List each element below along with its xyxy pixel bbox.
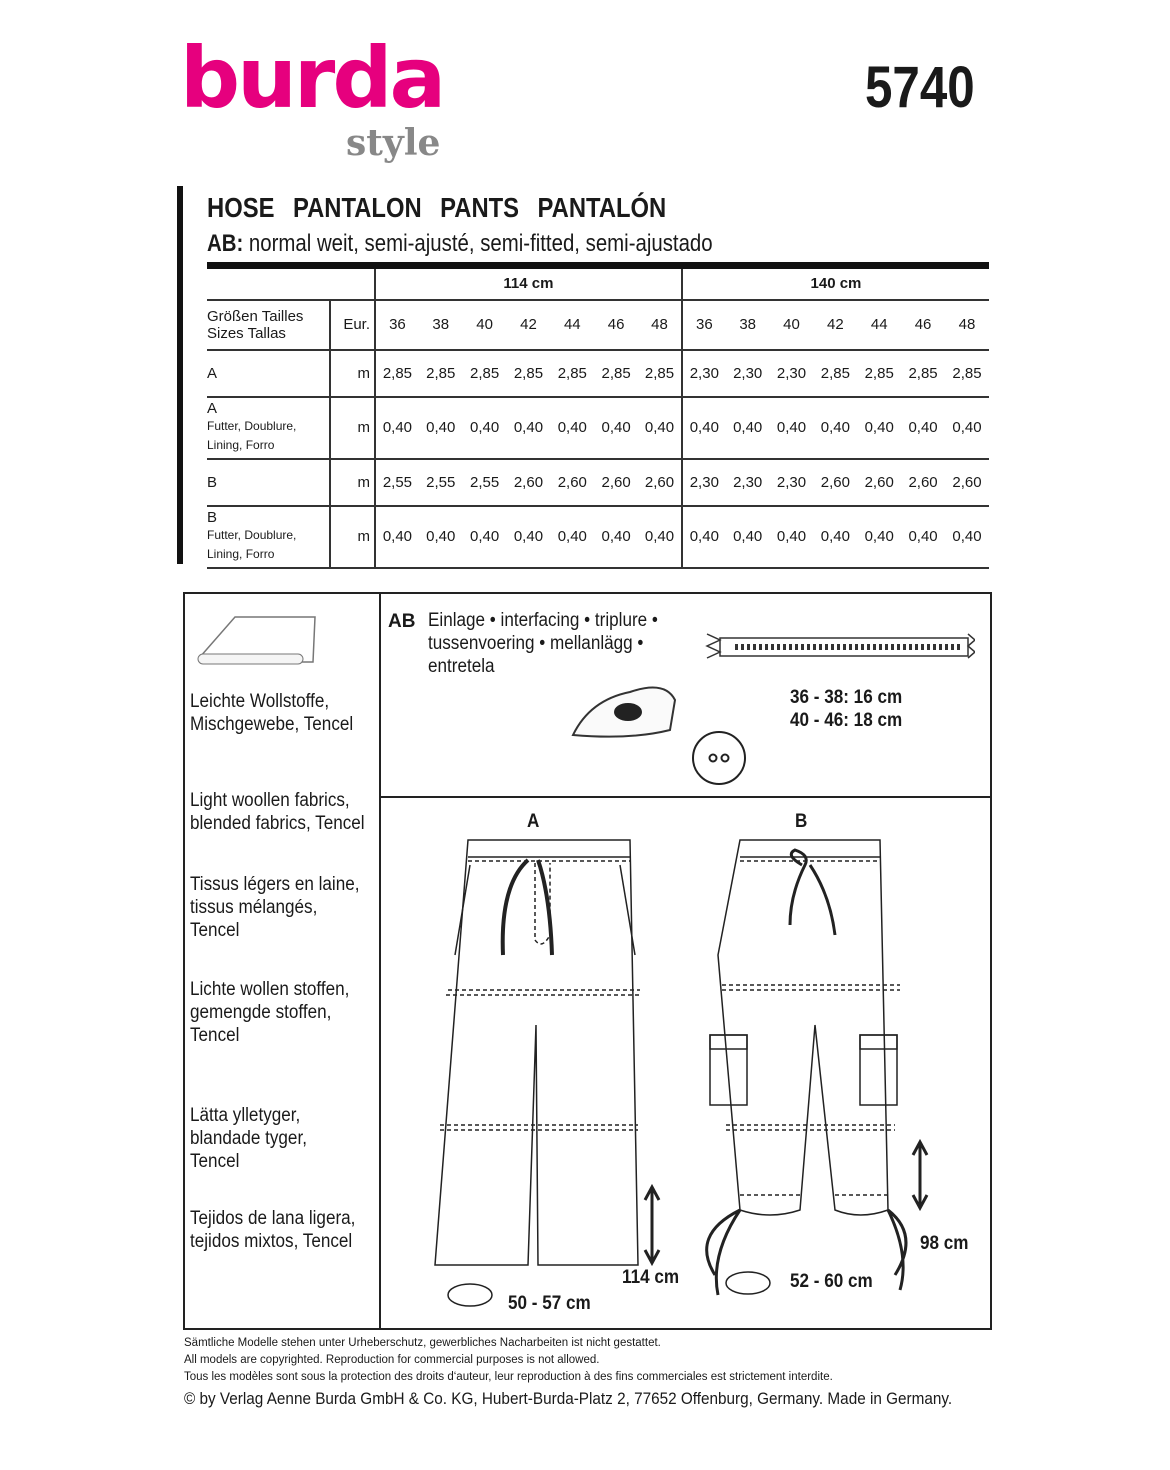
fit-prefix: AB: — [207, 230, 244, 257]
yardage-cell: 0,40 — [375, 506, 419, 568]
yardage-cell: 2,60 — [594, 459, 638, 506]
size-header: 40 — [463, 300, 507, 350]
zipper-length: 40 - 46: 18 cm — [790, 710, 903, 731]
brand-logo-sub: style — [346, 122, 441, 164]
yardage-cell: 0,40 — [463, 397, 507, 459]
size-header: 48 — [638, 300, 682, 350]
fabric-recommendation: Lichte wollen stoffen, gemengde stoffen, Tencel — [190, 979, 350, 1046]
size-header: 40 — [770, 300, 814, 350]
yardage-cell: 0,40 — [507, 397, 551, 459]
fabric-recommendation: Lätta ylletyger, blandade tyger, Tencel — [190, 1105, 307, 1172]
width-header: 140 cm — [682, 266, 989, 300]
view-letter: A — [207, 400, 218, 417]
yardage-cell: 0,40 — [507, 506, 551, 568]
button-icon — [690, 728, 750, 788]
yardage-cell: 0,40 — [463, 506, 507, 568]
unit: m — [330, 459, 375, 506]
unit: m — [330, 350, 375, 397]
fabric-recommendation: Leichte Wollstoffe, Mischgewebe, Tencel — [190, 691, 354, 735]
copyright-de: Sämtliche Modelle stehen unter Urheberschutz, gewerbliches Nacharbeiten ist nicht gestattet. — [184, 1337, 661, 1349]
lining-label: Futter, Doublure, Lining, Forro — [207, 419, 297, 452]
yardage-cell: 2,85 — [375, 350, 419, 397]
length-arrow-b — [913, 1142, 927, 1208]
yardage-cell: 0,40 — [550, 506, 594, 568]
view-letter: B — [207, 509, 218, 526]
unit: m — [330, 397, 375, 459]
yardage-cell: 0,40 — [901, 506, 945, 568]
yardage-cell: 2,85 — [463, 350, 507, 397]
yardage-cell: 2,85 — [594, 350, 638, 397]
pattern-number: 5740 — [865, 55, 975, 120]
hem-width-icon-a — [448, 1284, 492, 1306]
yardage-cell: 0,40 — [682, 397, 726, 459]
yardage-cell: 0,40 — [594, 397, 638, 459]
yardage-cell: 2,55 — [463, 459, 507, 506]
zipper-length: 36 - 38: 16 cm — [790, 687, 903, 708]
view-b-label: B — [795, 811, 808, 832]
pants-a-drawing — [435, 840, 640, 1265]
yardage-cell: 2,60 — [945, 459, 989, 506]
view-letter: B — [207, 473, 218, 491]
yardage-cell: 2,85 — [857, 350, 901, 397]
yardage-table — [207, 262, 989, 569]
fabric-recommendation: Light woollen fabrics, blended fabrics, Tencel — [190, 790, 365, 834]
fit-text: normal weit, semi-ajusté, semi-fitted, semi-ajustado — [243, 230, 713, 257]
view-label — [207, 397, 330, 459]
yardage-cell: 2,85 — [813, 350, 857, 397]
length-b: 98 cm — [920, 1233, 969, 1254]
interfacing-text: Einlage • interfacing • triplure • tussenvoering • mellanlägg • entretela — [428, 610, 658, 677]
yardage-cell: 0,40 — [594, 506, 638, 568]
pants-b-drawing — [707, 840, 906, 1295]
yardage-cell: 0,40 — [375, 397, 419, 459]
copyright-en: All models are copyrighted. Reproduction for commercial purposes is not allowed. — [184, 1354, 600, 1366]
size-header: 42 — [813, 300, 857, 350]
brand-logo: burda — [180, 29, 444, 127]
size-header: 38 — [419, 300, 463, 350]
size-header: 48 — [945, 300, 989, 350]
yardage-cell: 2,85 — [550, 350, 594, 397]
yardage-cell: 2,60 — [550, 459, 594, 506]
yardage-cell: 0,40 — [726, 397, 770, 459]
size-header: 44 — [550, 300, 594, 350]
iron-icon — [570, 670, 685, 745]
divider — [379, 592, 381, 1328]
yardage-cell: 2,85 — [945, 350, 989, 397]
view-label — [207, 506, 330, 568]
pants-drawings — [430, 835, 990, 1315]
yardage-cell: 2,30 — [770, 350, 814, 397]
yardage-cell: 0,40 — [813, 506, 857, 568]
yardage-cell: 2,85 — [507, 350, 551, 397]
notions-views: AB — [388, 611, 416, 632]
yardage-cell: 2,30 — [770, 459, 814, 506]
yardage-cell: 2,30 — [726, 459, 770, 506]
yardage-cell: 2,85 — [901, 350, 945, 397]
yardage-cell: 0,40 — [945, 397, 989, 459]
length-arrow-a — [645, 1187, 659, 1263]
yardage-cell: 2,85 — [419, 350, 463, 397]
yardage-cell: 2,30 — [682, 350, 726, 397]
yardage-cell: 2,60 — [813, 459, 857, 506]
view-letter: A — [207, 364, 218, 382]
width-header: 114 cm — [375, 266, 682, 300]
size-header: 44 — [857, 300, 901, 350]
lining-label: Futter, Doublure, Lining, Forro — [207, 528, 297, 561]
yardage-cell: 2,60 — [638, 459, 682, 506]
yardage-cell: 2,60 — [901, 459, 945, 506]
view-a-label: A — [527, 811, 540, 832]
size-header: 36 — [375, 300, 419, 350]
view-label — [207, 350, 330, 397]
divider — [381, 796, 990, 798]
fabric-recommendation: Tejidos de lana ligera, tejidos mixtos, Tencel — [190, 1208, 356, 1252]
eur-label: Eur. — [330, 300, 375, 350]
yardage-cell: 2,85 — [638, 350, 682, 397]
unit: m — [330, 506, 375, 568]
zipper-icon — [705, 626, 975, 670]
yardage-cell: 0,40 — [419, 397, 463, 459]
table-row — [207, 506, 989, 568]
yardage-cell: 2,30 — [726, 350, 770, 397]
yardage-cell: 0,40 — [550, 397, 594, 459]
yardage-cell: 0,40 — [682, 506, 726, 568]
size-header: 42 — [507, 300, 551, 350]
fabric-bolt-icon — [195, 612, 320, 672]
view-label — [207, 459, 330, 506]
yardage-cell: 0,40 — [770, 506, 814, 568]
yardage-cell: 0,40 — [857, 506, 901, 568]
size-label-line: Größen Tailles — [207, 307, 304, 325]
yardage-cell: 2,60 — [507, 459, 551, 506]
yardage-cell: 0,40 — [901, 397, 945, 459]
table-row — [207, 459, 989, 506]
accent-bar — [177, 186, 183, 564]
length-a: 114 cm — [622, 1267, 680, 1288]
page-title: HOSE PANTALON PANTS PANTALÓN — [207, 192, 667, 223]
yardage-cell: 0,40 — [945, 506, 989, 568]
yardage-cell: 2,55 — [419, 459, 463, 506]
table-row — [207, 350, 989, 397]
yardage-cell: 0,40 — [857, 397, 901, 459]
yardage-cell: 2,60 — [857, 459, 901, 506]
fabric-recommendation: Tissus légers en laine, tissus mélangés, Tencel — [190, 874, 360, 941]
hem-width-icon-b — [726, 1272, 770, 1294]
yardage-cell: 0,40 — [813, 397, 857, 459]
size-label-line: Sizes Tallas — [207, 324, 286, 342]
size-label — [207, 300, 330, 350]
yardage-cell: 0,40 — [419, 506, 463, 568]
size-header: 36 — [682, 300, 726, 350]
yardage-cell: 2,55 — [375, 459, 419, 506]
yardage-cell: 0,40 — [638, 397, 682, 459]
publisher-line: © by Verlag Aenne Burda GmbH & Co. KG, Hubert-Burda-Platz 2, 77652 Offenburg, Germany. Made in Germany. — [184, 1389, 953, 1408]
size-header: 46 — [901, 300, 945, 350]
fit-description — [207, 230, 713, 258]
yardage-cell: 0,40 — [638, 506, 682, 568]
yardage-cell: 0,40 — [726, 506, 770, 568]
size-header: 38 — [726, 300, 770, 350]
yardage-cell: 0,40 — [770, 397, 814, 459]
blank-cell — [207, 266, 375, 300]
size-header: 46 — [594, 300, 638, 350]
table-row — [207, 397, 989, 459]
copyright-fr: Tous les modèles sont sous la protection des droits d‘auteur, leur reproduction à des fins commerciales est strictement interdite. — [184, 1371, 833, 1383]
yardage-cell: 2,30 — [682, 459, 726, 506]
hem-width-a: 50 - 57 cm — [508, 1293, 591, 1314]
hem-width-b: 52 - 60 cm — [790, 1271, 873, 1292]
